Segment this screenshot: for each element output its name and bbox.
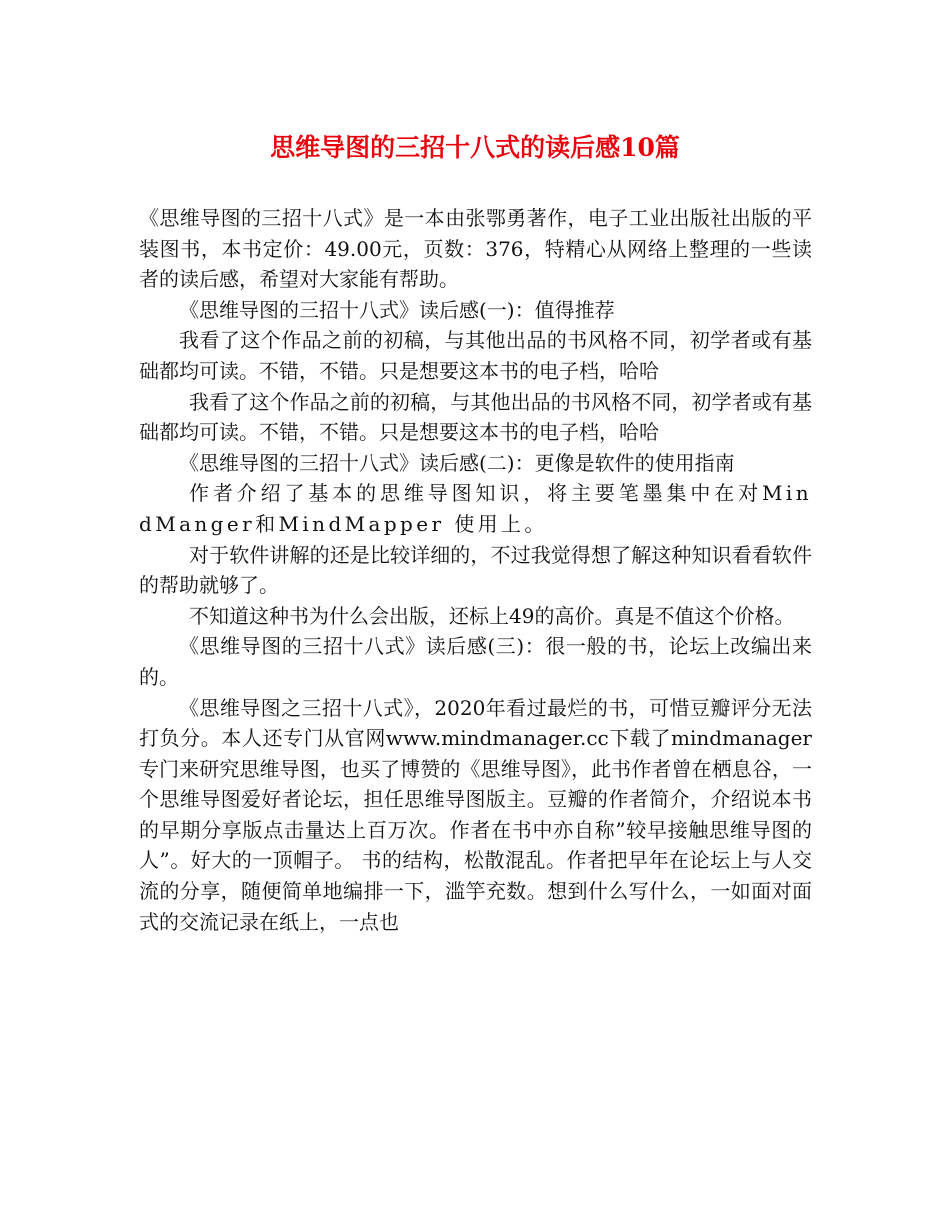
section-heading-1: 《思维导图的三招十八式》读后感(一)：值得推荐 [179,297,615,322]
document-body [139,203,812,937]
review-paragraph: 作者介绍了基本的思维导图知识，将主要笔墨集中在对MindManger和MindMapper 使用上。 [139,481,812,536]
page-title: 思维导图的三招十八式的读后感10篇 [270,133,680,162]
section-heading-3: 《思维导图的三招十八式》读后感(三)：很一般的书，论坛上改编出来的。 [139,634,812,689]
review-paragraph: 我看了这个作品之前的初稿，与其他出品的书风格不同，初学者或有基础都均可读。不错，不错。只是想要这本书的电子档，哈哈 [139,389,812,445]
section-heading-2: 《思维导图的三招十八式》读后感(二)：更像是软件的使用指南 [179,450,735,475]
review-paragraph: 对于软件讲解的还是比较详细的，不过我觉得想了解这种知识看看软件的帮助就够了。 [139,542,812,598]
review-paragraph: 《思维导图之三招十八式》，2020年看过最烂的书，可惜豆瓣评分无法打负分。本人还专门从官网www.mindmanager.cc下载了mindmanager专门来研究思维导图，也买了博赞的《思维导图》，此书作者曾在栖息谷，一个思维导图爱好者论坛，担任思维导图版主。豆瓣的作者简介，介绍说本书的早期分享版点击量达上百万次。作者在书中亦自称”较早接触思维导图的人”。好大的一顶帽子。 书的结构，松散混乱。作者把早年在论坛上与人交流的分享，随便简单地编排一下，滥竽充数。想到什么写什么，一如面对面式的交流记录在纸上，一点也 [139,695,812,934]
review-paragraph: 不知道这种书为什么会出版，还标上49的高价。真是不值这个价格。 [189,603,795,628]
intro-paragraph: 《思维导图的三招十八式》是一本由张鄂勇著作，电子工业出版社出版的平装图书，本书定价：49.00元，页数：376，特精心从网络上整理的一些读者的读后感，希望对大家能有帮助。 [139,206,812,292]
review-paragraph: 我看了这个作品之前的初稿，与其他出品的书风格不同，初学者或有基础都均可读。不错，不错。只是想要这本书的电子档，哈哈 [139,328,812,383]
